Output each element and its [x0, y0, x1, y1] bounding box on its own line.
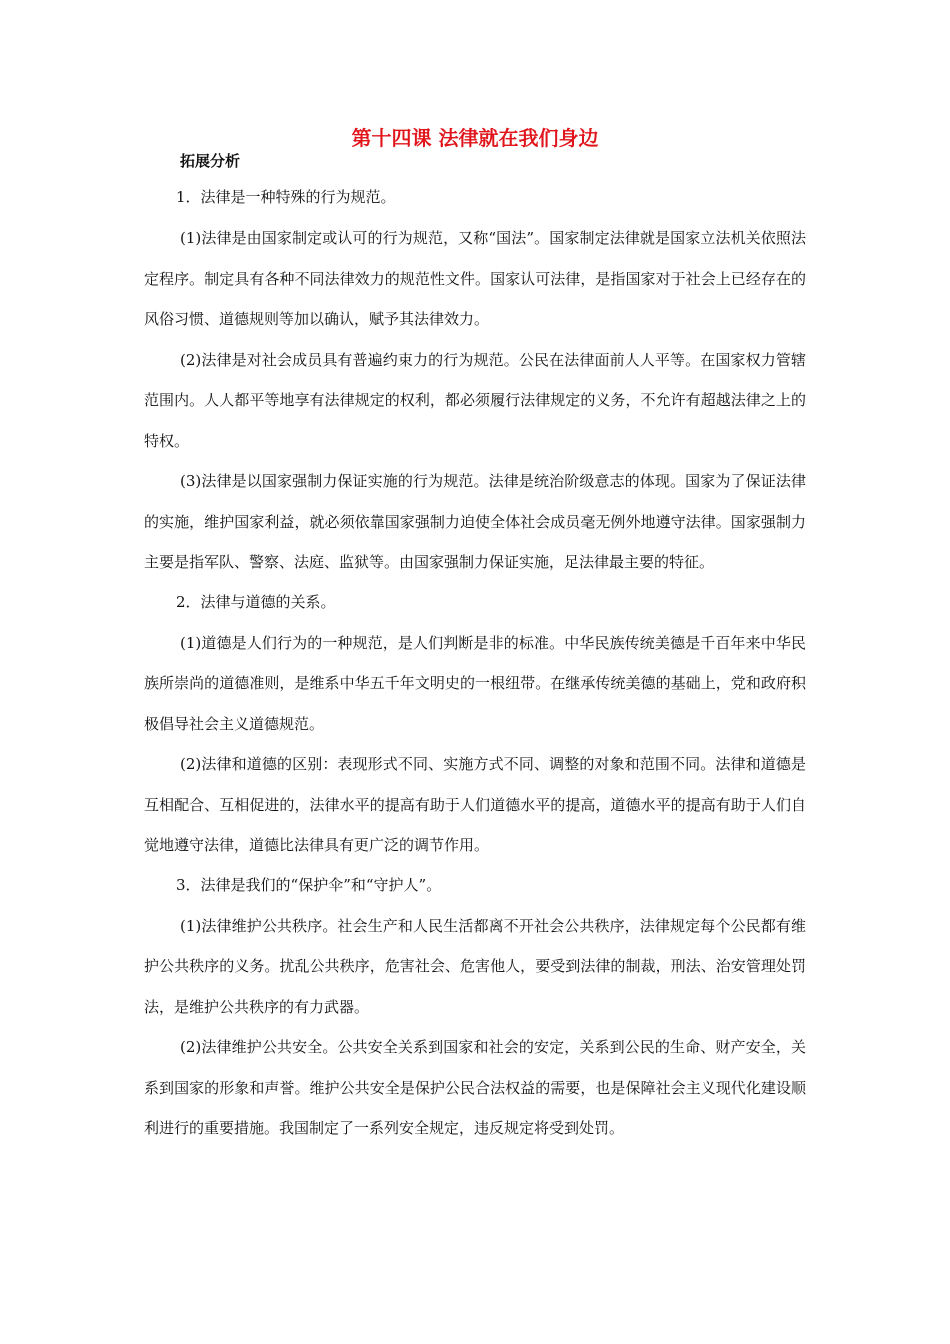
- section-2: [144, 583, 806, 866]
- paragraph: (3)法律是以国家强制力保证实施的行为规范。法律是统治阶级意志的体现。国家为了保证法律的实施，维护国家利益，就必须依靠国家强制力迫使全体社会成员毫无例外地遵守法律。国家强制力主要是指军队、警察、法庭、监狱等。由国家强制力保证实施，足法律最主要的特征。: [144, 472, 806, 571]
- paragraph: (2)法律和道德的区别：表现形式不同、实施方式不同、调整的对象和范围不同。法律和道德是互相配合、互相促进的，法律水平的提高有助于人们道德水平的提高，道德水平的提高有助于人们自觉地遵守法律，道德比法律具有更广泛的调节作用。: [144, 755, 806, 854]
- paragraph: (1)法律是由国家制定或认可的行为规范，又称“国法”。国家制定法律就是国家立法机关依照法定程序。制定具有各种不同法律效力的规范性文件。国家认可法律，是指国家对于社会上已经存在的风俗习惯、道德规则等加以确认，赋予其法律效力。: [144, 229, 806, 328]
- document-body: [144, 178, 806, 1149]
- section-1: [144, 178, 806, 583]
- section-heading: 2．法律与道德的关系。: [176, 592, 336, 611]
- section-heading: 1．法律是一种特殊的行为规范。: [176, 188, 396, 206]
- paragraph: (2)法律维护公共安全。公共安全关系到国家和社会的安定，关系到公民的生命、财产安全，关系到国家的形象和声誉。维护公共安全是保护公民合法权益的需要，也是保障社会主义现代化建设顺利进行的重要措施。我国制定了一系列安全规定，违反规定将受到处罚。: [144, 1038, 806, 1137]
- page-title: 第十四课 法律就在我们身边: [351, 126, 599, 150]
- paragraph: (1)道德是人们行为的一种规范，是人们判断是非的标准。中华民族传统美德是千百年来中华民族所崇尚的道德准则，是维系中华五千年文明史的一根纽带。在继承传统美德的基础上，党和政府积极倡导社会主义道德规范。: [144, 633, 806, 733]
- paragraph: (2)法律是对社会成员具有普遍约束力的行为规范。公民在法律面前人人平等。在国家权力管辖范围内。人人都平等地享有法律规定的权利，都必须履行法律规定的义务，不允许有超越法律之上的特权。: [144, 350, 806, 450]
- paragraph: (1)法律维护公共秩序。社会生产和人民生活都离不开社会公共秩序，法律规定每个公民都有维护公共秩序的义务。扰乱公共秩序，危害社会、危害他人，要受到法律的制裁，刑法、治安管理处罚法，是维护公共秩序的有力武器。: [144, 916, 806, 1016]
- section-3: [144, 866, 806, 1149]
- section-heading: 3．法律是我们的“保护伞”和“守护人”。: [176, 875, 442, 894]
- section-subtitle: 拓展分析: [180, 152, 241, 170]
